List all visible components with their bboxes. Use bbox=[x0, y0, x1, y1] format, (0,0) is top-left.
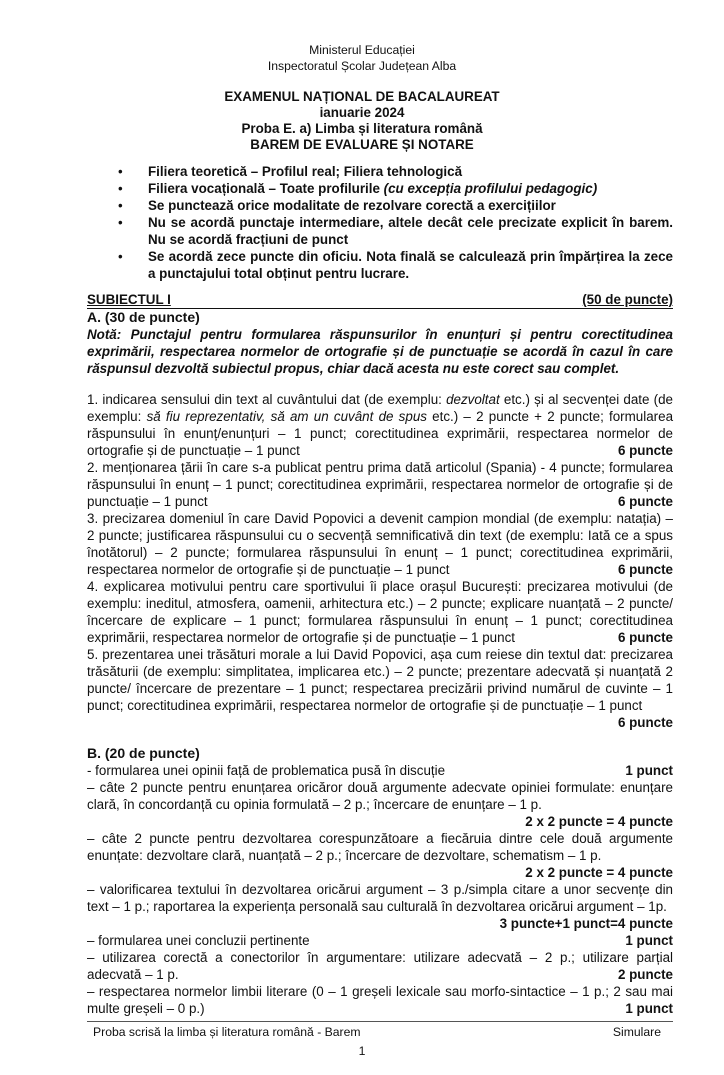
item-points: 1 punct bbox=[625, 763, 673, 778]
item-points: 2 puncte bbox=[617, 967, 673, 982]
bullet-italic-text: (cu excepția profilului pedagogic) bbox=[383, 181, 598, 196]
page-number: 1 bbox=[358, 1044, 366, 1058]
title-line: ianuarie 2024 bbox=[319, 105, 405, 120]
bullet-icon: • bbox=[118, 198, 123, 213]
part-a-note: Notă: Punctajul pentru formularea răspunsurilor în enunțuri și pentru corectitudinea exprimării, respectarea normelor de ortografie și de punctuație se acordă în cazul în care răspunsul dezvoltă subiectul propus, chiar dacă acesta nu este corect sau complet. bbox=[87, 327, 673, 376]
part-b-item bbox=[87, 949, 673, 983]
title-line: Proba E. a) Limba și literatura română bbox=[241, 121, 483, 136]
item-points: 1 punct bbox=[625, 933, 673, 948]
bullet-icon: • bbox=[118, 249, 123, 264]
item-text: etc.) – 2 puncte + 2 puncte; formularea răspunsului în enunț/enunțuri – 1 punct; corectitudinea exprimării, respectarea normelor de ortografie și de punctuație – 1 punct bbox=[87, 409, 674, 458]
bullet-icon: • bbox=[118, 181, 123, 196]
item-text: 5. prezentarea unei trăsături morale a lui David Popovici, așa cum reiese din textul dat: precizarea trăsăturii (de exemplu: simplitatea, implicarea etc.) – 2 puncte; prezentare adecvată și nuanțată 2 puncte/ încercare de prezentare – 1 punct; respectarea precizării privind numărul de cuvinte – 1 punct; corectitudinea exprimării, respectarea normelor de ortografie și de punctuație – 1 punct bbox=[87, 647, 673, 713]
part-b-item bbox=[87, 932, 673, 949]
bullet-text: Se punctează orice modalitate de rezolvare corectă a exercițiilor bbox=[148, 198, 556, 213]
item-points: 6 puncte bbox=[617, 562, 673, 577]
item-points: 6 puncte bbox=[617, 443, 673, 458]
part-b-item bbox=[87, 779, 673, 813]
item-text: – câte 2 puncte pentru dezvoltarea corespunzătoare a fiecăruia dintre cele două argumente enunțate: dezvoltare clară, nuanțată – 2 p.; încercare de dezvoltare, schematism – 1 p. bbox=[87, 831, 673, 863]
item-example: dezvoltat bbox=[446, 392, 500, 407]
part-a-heading: A. (30 de puncte) bbox=[87, 309, 200, 325]
part-a-item bbox=[87, 646, 673, 714]
item-points: 2 x 2 puncte = 4 puncte bbox=[525, 814, 673, 829]
part-a-item bbox=[87, 578, 673, 646]
part-b-item bbox=[87, 983, 673, 1017]
item-points: 2 x 2 puncte = 4 puncte bbox=[525, 865, 673, 880]
item-text: 4. explicarea motivului pentru care sportivului îi place orașul București: precizarea motivului (de exemplu: ineditul, atmosfera, oamenii, arhitectura etc.) – 2 puncte; explicare nuanțată – 2 puncte/încercare de explicare – 1 punct; formularea răspunsului în enunț – 1 punct; corectitudinea exprimării, respectarea normelor de ortografie și de punctuație – 1 punct bbox=[87, 579, 673, 645]
item-text: – respectarea normelor limbii literare (0 – 1 greșeli lexicale sau morfo-sintactice – 1 p.; 2 sau mai multe greșeli – 0 p.) bbox=[87, 984, 673, 1016]
grading-content bbox=[87, 292, 673, 1017]
document-title bbox=[0, 89, 724, 153]
part-a-item bbox=[87, 510, 673, 578]
bullet-text: Nu se acordă punctaje intermediare, altele decât cele precizate explicit în barem. Nu se acordă fracțiuni de punct bbox=[148, 215, 673, 247]
item-text: – utilizarea corectă a conectorilor în argumentare: utilizare adecvată – 2 p.; utilizare parțial adecvată – 1 p. bbox=[87, 950, 673, 982]
item-text: 3. precizarea domeniul în care David Popovici a devenit campion mondial (de exemplu: natația) – 2 puncte; justificarea răspunsului cu o secvență semnificativă din text (de exemplu: Iată ce a spus înotătorul) – 2 puncte; formularea răspunsului în enunț – 1 punct; corectitudinea exprimării, respectarea normelor de ortografie și de punctuație – 1 punct bbox=[87, 511, 673, 577]
item-example: să fiu reprezentativ, să am un cuvânt de spus bbox=[146, 409, 427, 424]
item-text: etc.) și al secvenței date (de exemplu: bbox=[87, 392, 673, 424]
bullet-icon: • bbox=[118, 164, 123, 179]
part-b-item bbox=[87, 830, 673, 864]
item-text: - formularea unei opinii față de problematica pusă în discuție bbox=[87, 763, 446, 778]
subject-label: SUBIECTUL I bbox=[87, 292, 171, 307]
title-line: BAREM DE EVALUARE ȘI NOTARE bbox=[250, 137, 474, 152]
bullet-icon: • bbox=[118, 215, 123, 230]
part-b-heading: B. (20 de puncte) bbox=[87, 745, 200, 761]
bullet-text: Se acordă zece puncte din oficiu. Nota finală se calculează prin împărțirea la zece a punctajului total obținut pentru lucrare. bbox=[148, 249, 673, 281]
title-line: EXAMENUL NAȚIONAL DE BACALAUREAT bbox=[224, 89, 500, 104]
part-a-item bbox=[87, 459, 673, 510]
list-item bbox=[118, 197, 673, 214]
item-points: 6 puncte bbox=[617, 494, 673, 509]
item-points: 3 puncte+1 punct=4 puncte bbox=[499, 916, 673, 931]
item-points: 6 puncte bbox=[617, 715, 673, 730]
footer-title: Proba scrisă la limba și literatura română - Barem bbox=[93, 1025, 361, 1039]
ministry-header: Ministerul Educației bbox=[309, 43, 415, 57]
list-item bbox=[118, 180, 673, 197]
footer-label: Simulare bbox=[612, 1025, 661, 1039]
list-item bbox=[118, 214, 673, 248]
subject-points: (50 de puncte) bbox=[582, 292, 673, 307]
part-b-item bbox=[87, 881, 673, 915]
item-text: – câte 2 puncte pentru enunțarea oricăror două argumente adecvate opiniei formulate: enunțare clară, în concordanță cu opinia formulată – 2 p.; încercare de enunțare – 1 p. bbox=[87, 780, 673, 812]
subject-heading bbox=[87, 292, 673, 309]
item-points: 6 puncte bbox=[617, 630, 673, 645]
item-text: 2. menționarea țării în care s-a publicat pentru prima dată articolul (Spania) - 4 puncte; formularea răspunsului în enunț – 1 punct; corectitudinea exprimării, respectarea normelor de ortografie și de punctuație – 1 punct bbox=[87, 460, 673, 509]
bullet-text: Filiera vocațională – Toate profilurile bbox=[148, 181, 384, 196]
list-item bbox=[118, 163, 673, 180]
list-item bbox=[118, 248, 673, 282]
inspectorate-header: Inspectoratul Școlar Județean Alba bbox=[267, 59, 457, 73]
item-points: 1 punct bbox=[625, 1001, 673, 1016]
bullet-text: Filiera teoretică – Profilul real; Filiera tehnologică bbox=[148, 164, 463, 179]
item-text: – valorificarea textului în dezvoltarea oricărui argument – 3 p./simpla citare a unor secvențe din text – 1 p.; raportarea la experiența personală sau culturală în dezvoltarea oricărui argument – 1p. bbox=[87, 882, 673, 914]
item-text: 1. indicarea sensului din text al cuvântului dat (de exemplu: bbox=[87, 392, 447, 407]
part-b-item bbox=[87, 762, 673, 779]
part-a-item bbox=[87, 391, 673, 459]
item-text: – formularea unei concluzii pertinente bbox=[87, 933, 310, 948]
instructions-list bbox=[118, 163, 673, 282]
